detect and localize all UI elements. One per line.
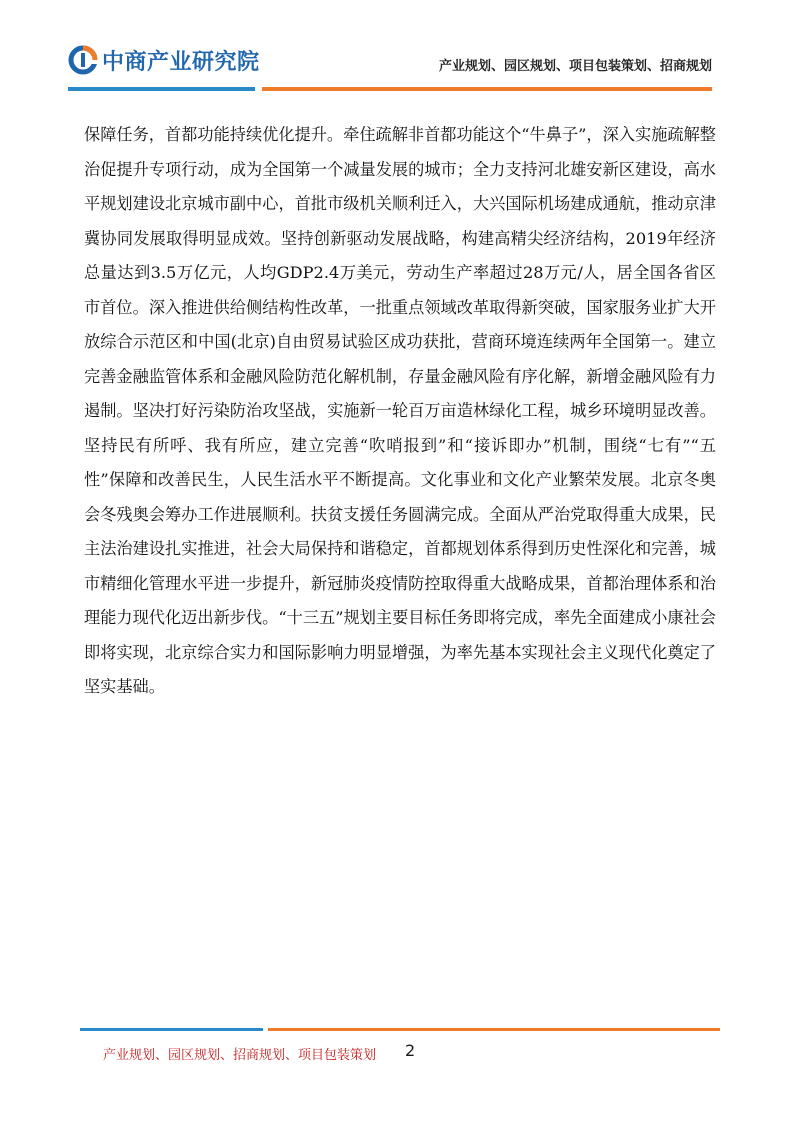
brand-c-circle-icon <box>68 45 98 75</box>
header-tagline: 产业规划、园区规划、项目包装策划、招商规划 <box>438 59 712 74</box>
page-header <box>0 0 800 100</box>
document-body <box>84 118 716 705</box>
footer-divider-orange <box>268 1028 720 1031</box>
header-divider-blue <box>68 87 255 91</box>
body-paragraph: 保障任务，首都功能持续优化提升。牵住疏解非首都功能这个“牛鼻子”，深入实施疏解整治促提升专项行动，成为全国第一个减量发展的城市；全力支持河北雄安新区建设，高水平规划建设北京城市副中心，首批市级机关顺利迁入，大兴国际机场建成通航，推动京津冀协同发展取得明显成效。坚持创新驱动发展战略，构建高精尖经济结构，2019年经济总量达到3.5万亿元，人均GDP2.4万美元，劳动生产率超过28万元/人，居全国各省区市首位。深入推进供给侧结构性改革，一批重点领域改革取得新突破，国家服务业扩大开放综合示范区和中国(北京)自由贸易试验区成功获批，营商环境连续两年全国第一。建立完善金融监管体系和金融风险防范化解机制，存量金融风险有序化解，新增金融风险有力遏制。坚决打好污染防治攻坚战，实施新一轮百万亩造林绿化工程，城乡环境明显改善。坚持民有所呼、我有所应，建立完善“吹哨报到”和“接诉即办”机制，围绕“七有”“五性”保障和改善民生，人民生活水平不断提高。文化事业和文化产业繁荣发展。北京冬奥会冬残奥会筹办工作进展顺利。扶贫支援任务圆满完成。全面从严治党取得重大成果，民主法治建设扎实推进，社会大局保持和谐稳定，首都规划体系得到历史性深化和完善，城市精细化管理水平进一步提升，新冠肺炎疫情防控取得重大战略成果，首都治理体系和治理能力现代化迈出新步伐。“十三五”规划主要目标任务即将完成，率先全面建成小康社会即将实现，北京综合实力和国际影响力明显增强，为率先基本实现社会主义现代化奠定了坚实基础。 <box>84 125 716 696</box>
brand-logo <box>68 44 260 76</box>
brand-name: 中商产业研究院 <box>102 49 260 75</box>
footer-tagline: 产业规划、园区规划、招商规划、项目包装策划 <box>103 1048 377 1063</box>
footer-divider-blue <box>80 1028 263 1031</box>
header-divider-orange <box>262 87 712 91</box>
page-number: 2 <box>405 1041 416 1060</box>
